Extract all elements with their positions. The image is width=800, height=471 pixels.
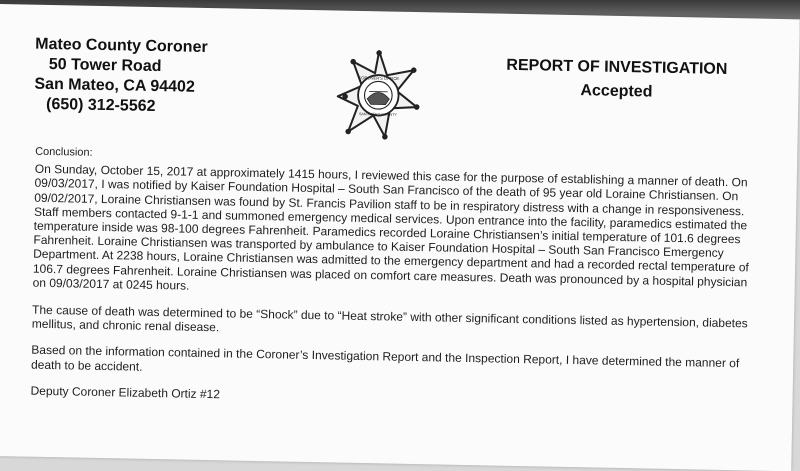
seal-lettering: CORONER'S OFFICE (358, 75, 400, 82)
conclusion-label: Conclusion: (35, 145, 93, 159)
letterhead-street: 50 Tower Road (48, 55, 162, 76)
report-title: REPORT OF INVESTIGATION (506, 56, 728, 78)
letterhead-office: Mateo County Coroner (35, 35, 208, 56)
letterhead-phone: (650) 312-5562 (45, 95, 156, 116)
report-status: Accepted (580, 82, 653, 101)
sheriff-star-badge-icon (331, 48, 425, 142)
manner-of-death-paragraph: Based on the information contained in the Coroner’s Investigation Report and the Inspection Report, I have determined the manner of death to be accident. (30, 343, 740, 374)
report-header (466, 53, 767, 107)
letterhead (34, 35, 208, 118)
svg-text:SAN MATEO COUNTY: SAN MATEO COUNTY (358, 112, 397, 117)
letterhead-city: San Mateo, CA 94402 (34, 75, 195, 96)
cause-of-death-paragraph: The cause of death was determined to be “Shock” due to “Heat stroke” with other significant conditions listed as hypertension, diabetes mellitus, and chronic renal disease. (31, 302, 748, 335)
signature-line: Deputy Coroner Elizabeth Ortiz #12 (30, 383, 221, 402)
conclusion-paragraph: On Sunday, October 15, 2017 at approximately 1415 hours, I reviewed this case for the purpose of establishing a manner of death. On 09/03/2017, I was notified by Kaiser Foundation Hospital – South San Francisco of the death of 95 year old Loraine Christiansen. On 09/02/2017, Loraine Christiansen was found by St. Francis Pavilion staff to be in respiratory distress with a change in responsiveness. Staff members contacted 9-1-1 and summoned emergency medical services. Upon entrance into the facility, paramedics estimated the temperature inside was 98-100 degrees Fahrenheit. Paramedics recorded Loraine Christiansen’s initial temperature of 101.6 degrees Fahrenheit. Loraine Christiansen was transported by ambulance to Kaiser Foundation Hospital – South San Francisco Emergency Department. At 2238 hours, Loraine Christiansen was admitted to the emergency department and had a recorded rectal temperature of 106.7 degrees Fahrenheit. Loraine Christiansen was placed on comfort care measures. Death was pronounced by a hospital physician on 09/03/2017 at 0245 hours. (32, 161, 749, 293)
report-page (0, 4, 800, 471)
report-body (30, 145, 755, 412)
